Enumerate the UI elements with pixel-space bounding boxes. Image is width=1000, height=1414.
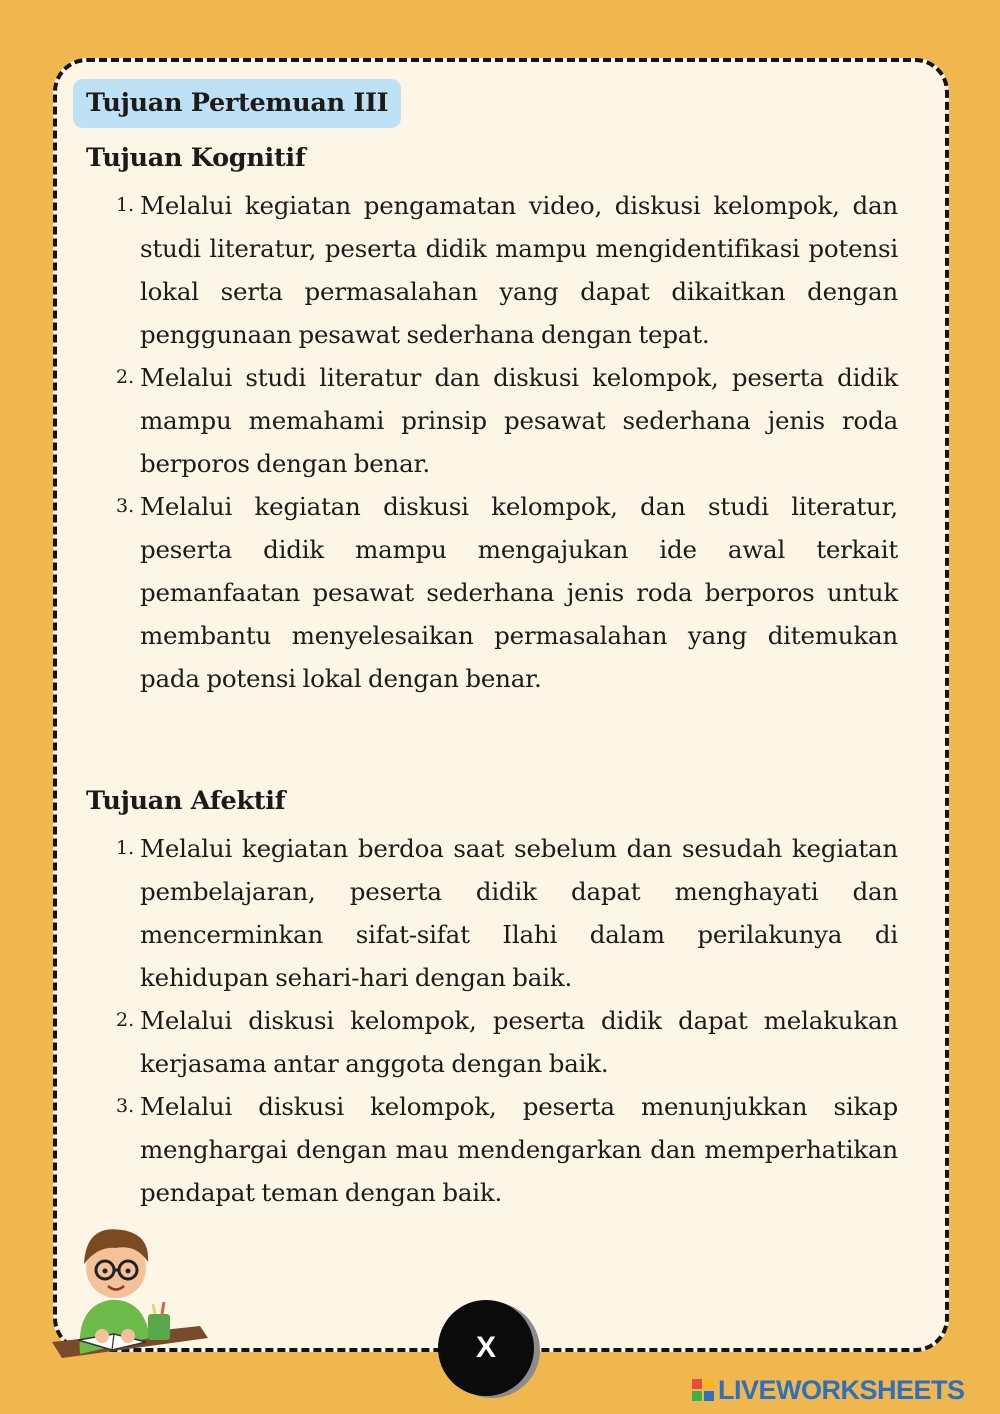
- afektif-list: [110, 827, 898, 1214]
- item-number: 2.: [116, 1009, 135, 1031]
- item-number: 1.: [116, 837, 135, 859]
- watermark-text: LIVEWORKSHEETS: [718, 1374, 965, 1405]
- item-text: Melalui kegiatan berdoa saat sebelum dan sesudah kegiatan pembelajaran, peserta didik dapat menghayati dan mencerminkan sifat-sifat Ilahi dalam perilakunya di kehidupan sehari-hari dengan baik.: [140, 834, 898, 992]
- list-item: [110, 827, 898, 999]
- student-reading-illustration: [50, 1214, 210, 1362]
- item-number: 2.: [116, 366, 135, 388]
- list-item: [110, 356, 898, 485]
- item-text: Melalui studi literatur dan diskusi kelompok, peserta didik mampu memahami prinsip pesawat sederhana jenis roda berporos dengan benar.: [140, 363, 898, 478]
- list-item: [110, 1085, 898, 1214]
- page-title: Tujuan Pertemuan III: [73, 79, 401, 128]
- item-number: 3.: [116, 495, 135, 517]
- item-text: Melalui kegiatan diskusi kelompok, dan studi literatur, peserta didik mampu mengajukan ide awal terkait pemanfaatan pesawat sederhana jenis roda berporos untuk membantu menyelesaikan permasalahan yang ditemukan pada potensi lokal dengan benar.: [140, 492, 898, 693]
- kognitif-heading: Tujuan Kognitif: [86, 143, 306, 173]
- kognitif-list: [110, 184, 898, 700]
- liveworksheets-logo-icon: [692, 1379, 714, 1401]
- page-number-badge: X: [438, 1300, 534, 1396]
- item-text: Melalui kegiatan pengamatan video, diskusi kelompok, dan studi literatur, peserta didik mampu mengidentifikasi potensi lokal serta permasalahan yang dapat dikaitkan dengan penggunaan pesawat sederhana dengan tepat.: [140, 191, 898, 349]
- afektif-heading: Tujuan Afektif: [86, 786, 286, 816]
- list-item: [110, 485, 898, 700]
- list-item: [110, 999, 898, 1085]
- item-text: Melalui diskusi kelompok, peserta didik dapat melakukan kerjasama antar anggota dengan baik.: [140, 1006, 898, 1078]
- list-item: [110, 184, 898, 356]
- liveworksheets-watermark: [692, 1370, 965, 1410]
- item-number: 3.: [116, 1095, 135, 1117]
- item-text: Melalui diskusi kelompok, peserta menunjukkan sikap menghargai dengan mau mendengarkan dan memperhatikan pendapat teman dengan baik.: [140, 1092, 898, 1207]
- item-number: 1.: [116, 194, 135, 216]
